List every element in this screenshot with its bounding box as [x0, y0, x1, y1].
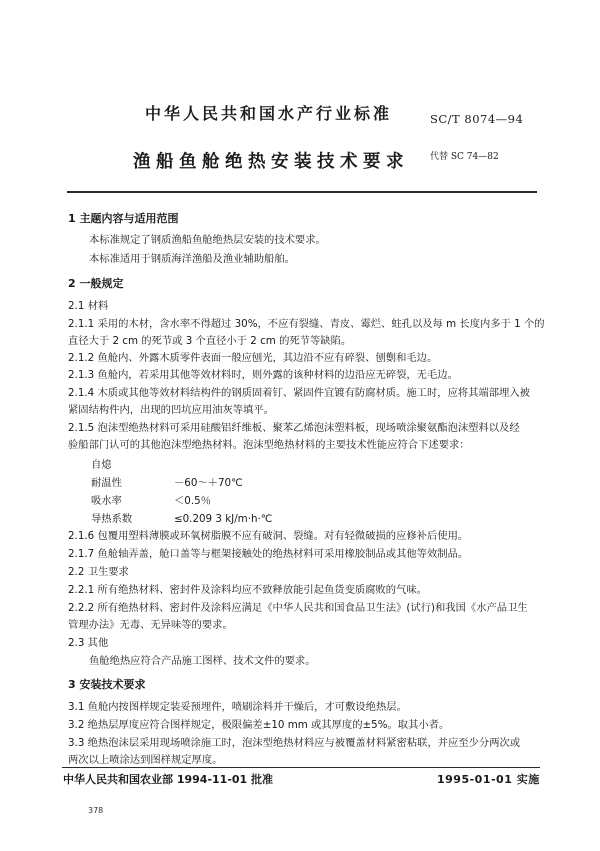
clause-2-1: 2.1 材料 [68, 300, 109, 312]
property-row [91, 474, 243, 489]
standard-number: SC/T 8074—94 [430, 112, 524, 126]
clause-2-2-2-line2: 管理办法》无毒、无异味等的要求。 [68, 619, 233, 631]
property-name: 吸水率 [91, 495, 122, 507]
property-name: 耐温性 [91, 477, 122, 489]
section-1-para-1: 本标准规定了钢质渔船鱼舱绝热层安装的技术要求。 [89, 234, 326, 246]
clause-2-1-3: 2.1.3 鱼舱内，若采用其他等效材料时，则外露的该种材料的边沿应无碎裂，无毛边。 [68, 369, 458, 381]
clause-2-1-1-line1: 2.1.1 采用的木材，含水率不得超过 30%，不应有裂缝、青皮、霉烂、蛀孔以及每 m 长度内多于 1 个的 [68, 318, 545, 330]
clause-2-3: 2.3 其他 [68, 637, 109, 649]
clause-2-1-5-line1: 2.1.5 泡沫型绝热材料可采用硅酸铝纤维板、聚苯乙烯泡沫塑料板，现场喷涂聚氨酯泡沫塑料以及经 [68, 422, 520, 434]
section-1-heading: 1 主题内容与适用范围 [68, 212, 179, 225]
property-name: 自熄 [91, 459, 112, 471]
effective-date: 1995-01-01 实施 [437, 773, 540, 786]
clause-3-2: 3.2 绝热层厚度应符合图样规定，极限偏差±10 mm 或其厚度的±5%。取其小者。 [68, 719, 450, 731]
clause-2-1-1-line2: 直径大于 2 cm 的死节或 3 个直径小于 2 cm 的死节等缺陷。 [68, 335, 352, 347]
clause-2-2: 2.2 卫生要求 [68, 566, 129, 578]
clause-2-3-text: 鱼舱绝热应符合产品施工图样、技术文件的要求。 [89, 655, 316, 667]
footer-divider [62, 767, 540, 768]
property-name: 导热系数 [91, 513, 133, 525]
clause-2-1-4-line1: 2.1.4 木质或其他等效材料结构件的钢质固着钉、紧固件宜镀有防腐材质。施工时，应将其端部埋入被 [68, 387, 530, 399]
clause-2-1-7: 2.1.7 鱼舱轴弄盖，舱口盖等与框架接触处的绝热材料可采用橡胶制品或其他等效制品。 [68, 548, 469, 560]
section-3-heading: 3 安装技术要求 [68, 678, 146, 691]
clause-2-1-5-line2: 验船部门认可的其他泡沫型绝热材料。泡沫型绝热材料的主要技术性能应符合下述要求： [68, 439, 470, 451]
property-value: －60～＋70℃ [174, 477, 243, 489]
page-number: 378 [88, 806, 104, 815]
clause-3-3-line1: 3.3 绝热泡沫层采用现场喷涂施工时，泡沫型绝热材料应与被覆盖材料紧密粘联，并应至少分两次或 [68, 737, 521, 749]
clause-3-1: 3.1 鱼舱内按图样规定装妥预埋件，喷刷涂料并干燥后，才可敷设绝热层。 [68, 701, 407, 713]
property-row [91, 492, 211, 507]
clause-2-1-2: 2.1.2 鱼舱内、外露木质零件表面一般应刨光，其边沿不应有碎裂、刨劐和毛边。 [68, 352, 438, 364]
clause-2-1-4-line2: 紧固结构件内，出现的凹坑应用油灰等填平。 [68, 404, 274, 416]
header-divider [67, 191, 537, 193]
approval-info: 中华人民共和国农业部 1994-11-01 批准 [63, 773, 274, 786]
section-2-heading: 2 一般规定 [68, 277, 124, 290]
clause-2-1-6: 2.1.6 包覆用塑料薄膜或环氧树脂膜不应有破洞、裂缝。对有轻微破损的应修补后使用。 [68, 530, 469, 542]
document-title: 渔船鱼舱绝热安装技术要求 [133, 152, 409, 172]
section-1-para-2: 本标准适用于钢质海洋渔船及渔业辅助船舶。 [89, 253, 295, 265]
property-value: ≤0.209 3 kJ/m·h·℃ [174, 513, 273, 525]
issuing-authority-title: 中华人民共和国水产行业标准 [145, 104, 393, 123]
replaces-standard: 代替 SC 74—82 [430, 152, 499, 162]
property-row [91, 510, 272, 525]
property-row [91, 456, 174, 471]
clause-2-2-2-line1: 2.2.2 所有绝热材料、密封件及涂料应满足《中华人民共和国食品卫生法》(试行)和我国《水产品卫生 [68, 602, 528, 614]
property-value: ＜0.5％ [174, 495, 211, 507]
clause-2-2-1: 2.2.1 所有绝热材料、密封件及涂料均应不致释放能引起鱼货变质腐败的气味。 [68, 584, 427, 596]
clause-3-3-line2: 两次以上喷涂达到图样规定厚度。 [68, 754, 223, 766]
